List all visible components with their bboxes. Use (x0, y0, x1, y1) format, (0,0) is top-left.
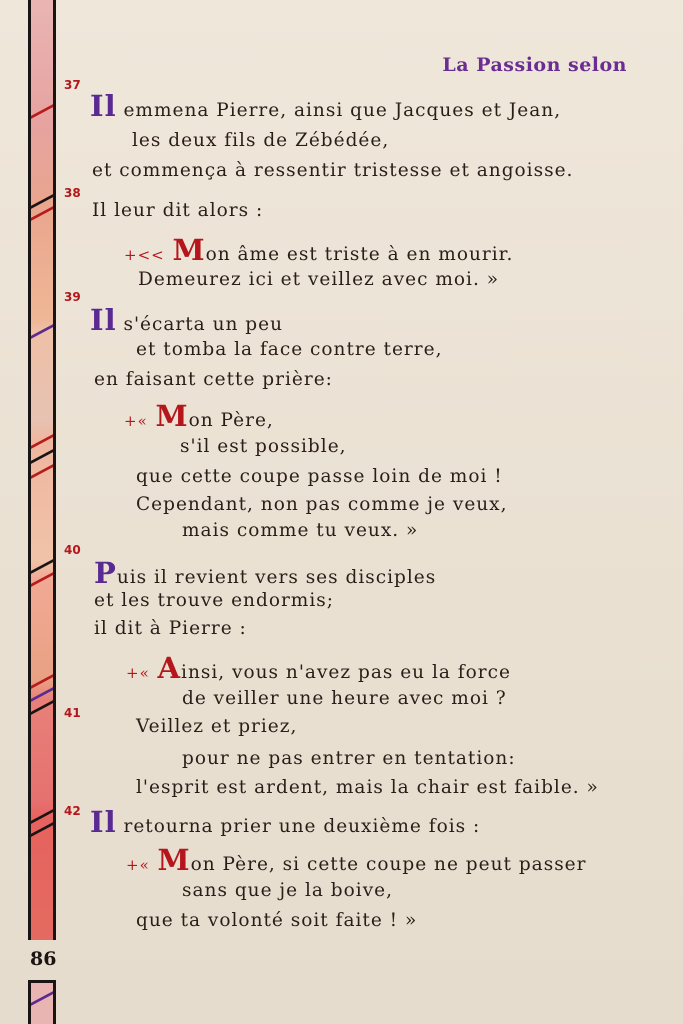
bar-stripe (31, 822, 53, 837)
bar-stripe (31, 559, 53, 574)
initial-capital: M (157, 843, 191, 877)
initial-capital: Il (90, 303, 117, 337)
text-line: Puis il revient vers ses disciples (94, 556, 437, 590)
initial-capital: M (155, 399, 189, 433)
text-line: que ta volonté soit faite ! » (136, 910, 418, 931)
quote-open: +« (126, 664, 156, 682)
bar-stripe (31, 434, 53, 449)
initial-capital: A (157, 651, 182, 685)
text-line: et tomba la face contre terre, (136, 339, 443, 360)
text-line: sans que je la boive, (182, 880, 393, 901)
bar-stripe (31, 324, 53, 339)
text-line: +<< Mon âme est triste à en mourir. (124, 233, 514, 267)
bar-stripe (31, 700, 53, 715)
verse-number: 39 (64, 290, 81, 304)
text-line: Demeurez ici et veillez avec moi. » (138, 269, 500, 290)
text-line: s'il est possible, (180, 436, 347, 457)
quote-open: +« (124, 412, 154, 430)
bar-stripe (31, 674, 53, 689)
text-line: il dit à Pierre : (94, 618, 247, 639)
text-line: l'esprit est ardent, mais la chair est faible. » (136, 777, 599, 798)
text-line: Cependant, non pas comme je veux, (136, 494, 508, 515)
bar-stripe (31, 687, 53, 702)
bar-stripe (31, 206, 53, 221)
bar-stripe (31, 449, 53, 464)
decorative-border-bar (28, 0, 56, 940)
quote-open: +« (126, 856, 156, 874)
quote-open: +<< (124, 246, 171, 264)
initial-capital: Il (90, 89, 117, 123)
initial-capital: P (94, 556, 117, 590)
verse-number: 41 (64, 706, 81, 720)
decorative-border-bar-lower (28, 980, 56, 1024)
verse-number: 40 (64, 543, 81, 557)
text-line: Il retourna prier une deuxième fois : (90, 805, 481, 839)
text-line: Il leur dit alors : (92, 200, 264, 221)
text-line: de veiller une heure avec moi ? (182, 688, 507, 709)
text-line: Veillez et priez, (136, 716, 298, 737)
text-line: et les trouve endormis; (94, 590, 334, 611)
text-line: les deux fils de Zébédée, (132, 130, 390, 151)
text-line: +« Ainsi, vous n'avez pas eu la force (126, 651, 511, 685)
verse-number: 38 (64, 186, 81, 200)
verse-number: 42 (64, 804, 81, 818)
text-line: mais comme tu veux. » (182, 520, 419, 541)
text-line: Il emmena Pierre, ainsi que Jacques et Jean, (90, 89, 562, 123)
bar-stripe (31, 464, 53, 479)
bar-stripe (31, 991, 53, 1006)
verse-number: 37 (64, 78, 81, 92)
text-line: pour ne pas entrer en tentation: (182, 748, 516, 769)
text-line: en faisant cette prière: (94, 369, 333, 390)
page-header: La Passion selon (442, 54, 627, 76)
text-line: +« Mon Père, (124, 399, 274, 433)
page-number: 86 (30, 948, 57, 970)
bar-stripe (31, 572, 53, 587)
text-line: et commença à ressentir tristesse et angoisse. (92, 160, 574, 181)
initial-capital: Il (90, 805, 117, 839)
text-line: Il s'écarta un peu (90, 303, 283, 337)
bar-stripe (31, 809, 53, 824)
text-line: que cette coupe passe loin de moi ! (136, 466, 503, 487)
bar-stripe (31, 104, 53, 119)
initial-capital: M (172, 233, 206, 267)
text-line: +« Mon Père, si cette coupe ne peut passer (126, 843, 587, 877)
